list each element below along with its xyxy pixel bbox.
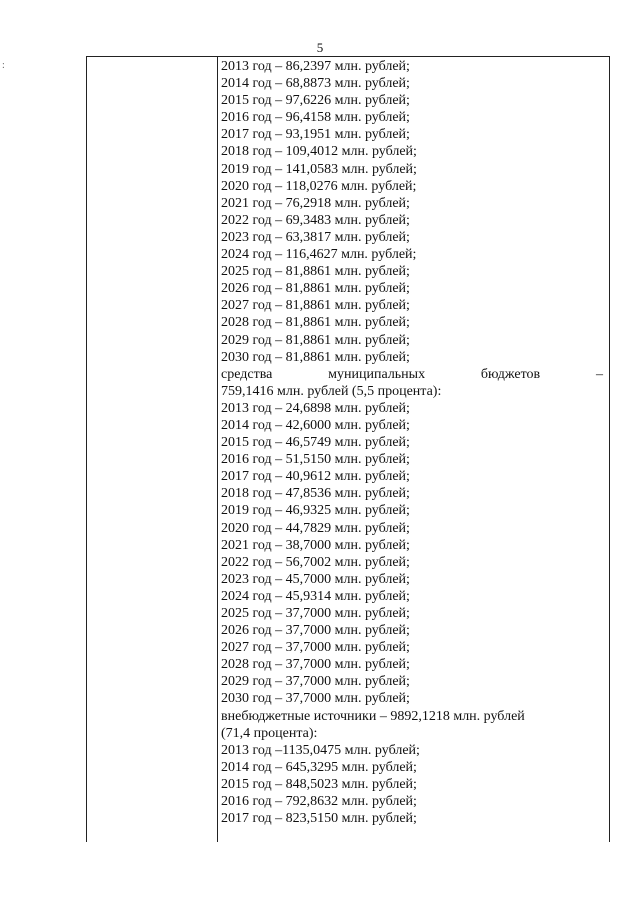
year-line: 2019 год – 46,9325 млн. рублей; [221, 503, 410, 519]
year-line: 2027 год – 37,7000 млн. рублей; [221, 640, 410, 656]
year-line: 2018 год – 47,8536 млн. рублей; [221, 486, 410, 502]
year-line: 2015 год – 97,6226 млн. рублей; [221, 93, 410, 109]
year-line: 2021 год – 38,7000 млн. рублей; [221, 537, 410, 553]
year-line: 2029 год – 81,8861 млн. рублей; [221, 332, 410, 348]
municipal-heading-justified-line [221, 366, 603, 383]
year-line: 2013 год – 86,2397 млн. рублей; [221, 59, 410, 74]
heading-dash: – [595, 366, 603, 382]
year-line: 2017 год – 93,1951 млн. рублей; [221, 127, 410, 143]
offbudget-heading-share: (71,4 процента): [221, 725, 318, 741]
year-line: 2028 год – 81,8861 млн. рублей; [221, 315, 410, 331]
year-line: 2028 год – 37,7000 млн. рублей; [221, 657, 410, 673]
year-line: 2016 год – 792,8632 млн. рублей; [221, 794, 417, 810]
year-line: 2022 год – 69,3483 млн. рублей; [221, 212, 410, 228]
year-line: 2016 год – 51,5150 млн. рублей; [221, 452, 410, 468]
year-line: 2019 год – 141,0583 млн. рублей; [221, 161, 417, 177]
year-line: 2027 год – 81,8861 млн. рублей; [221, 298, 410, 314]
year-line: 2016 год – 96,4158 млн. рублей; [221, 110, 410, 126]
column-divider [217, 57, 218, 842]
year-line: 2026 год – 37,7000 млн. рублей; [221, 623, 410, 639]
offbudget-heading [221, 708, 603, 742]
heading-word: средства [221, 366, 273, 382]
municipal-budget-years-list [221, 400, 603, 708]
margin-mark: : [2, 60, 5, 71]
year-line: 2026 год – 81,8861 млн. рублей; [221, 281, 410, 297]
year-line: 2013 год – 24,6898 млн. рублей; [221, 400, 410, 416]
year-line: 2030 год – 37,7000 млн. рублей; [221, 691, 410, 707]
year-line: 2030 год – 81,8861 млн. рублей; [221, 349, 410, 365]
year-line: 2017 год – 40,9612 млн. рублей; [221, 469, 410, 485]
year-line: 2015 год – 46,5749 млн. рублей; [221, 435, 410, 451]
year-line: 2020 год – 44,7829 млн. рублей; [221, 520, 410, 536]
year-line: 2014 год – 68,8873 млн. рублей; [221, 76, 410, 92]
year-line: 2020 год – 118,0276 млн. рублей; [221, 178, 417, 194]
year-line: 2014 год – 42,6000 млн. рублей; [221, 417, 410, 433]
regional-budget-years-list [221, 58, 603, 366]
year-line: 2013 год –1135,0475 млн. рублей; [221, 742, 420, 758]
municipal-budget-heading [221, 366, 603, 400]
year-line: 2022 год – 56,7002 млн. рублей; [221, 554, 410, 570]
year-line: 2014 год – 645,3295 млн. рублей; [221, 759, 417, 775]
year-line: 2025 год – 81,8861 млн. рублей; [221, 264, 410, 280]
offbudget-years-list [221, 742, 603, 827]
year-line: 2018 год – 109,4012 млн. рублей; [221, 144, 417, 160]
year-line: 2023 год – 45,7000 млн. рублей; [221, 571, 410, 587]
year-line: 2025 год – 37,7000 млн. рублей; [221, 606, 410, 621]
year-line: 2023 год – 63,3817 млн. рублей; [221, 229, 410, 245]
funding-text-cell [221, 58, 603, 827]
year-line: 2021 год – 76,2918 млн. рублей; [221, 195, 410, 211]
year-line: 2029 год – 37,7000 млн. рублей; [221, 674, 410, 690]
page-number: 5 [316, 40, 324, 55]
year-line: 2024 год – 116,4627 млн. рублей; [221, 247, 417, 263]
year-line: 2017 год – 823,5150 млн. рублей; [221, 811, 417, 827]
offbudget-heading-line: внебюджетные источники – 9892,1218 млн. рублей [221, 708, 525, 724]
municipal-heading-total: 759,1416 млн. рублей (5,5 процента): [221, 383, 442, 399]
year-line: 2015 год – 848,5023 млн. рублей; [221, 776, 417, 792]
heading-word: бюджетов [480, 366, 541, 382]
heading-word: муниципальных [328, 366, 426, 382]
year-line: 2024 год – 45,9314 млн. рублей; [221, 588, 410, 604]
document-table [86, 56, 610, 842]
